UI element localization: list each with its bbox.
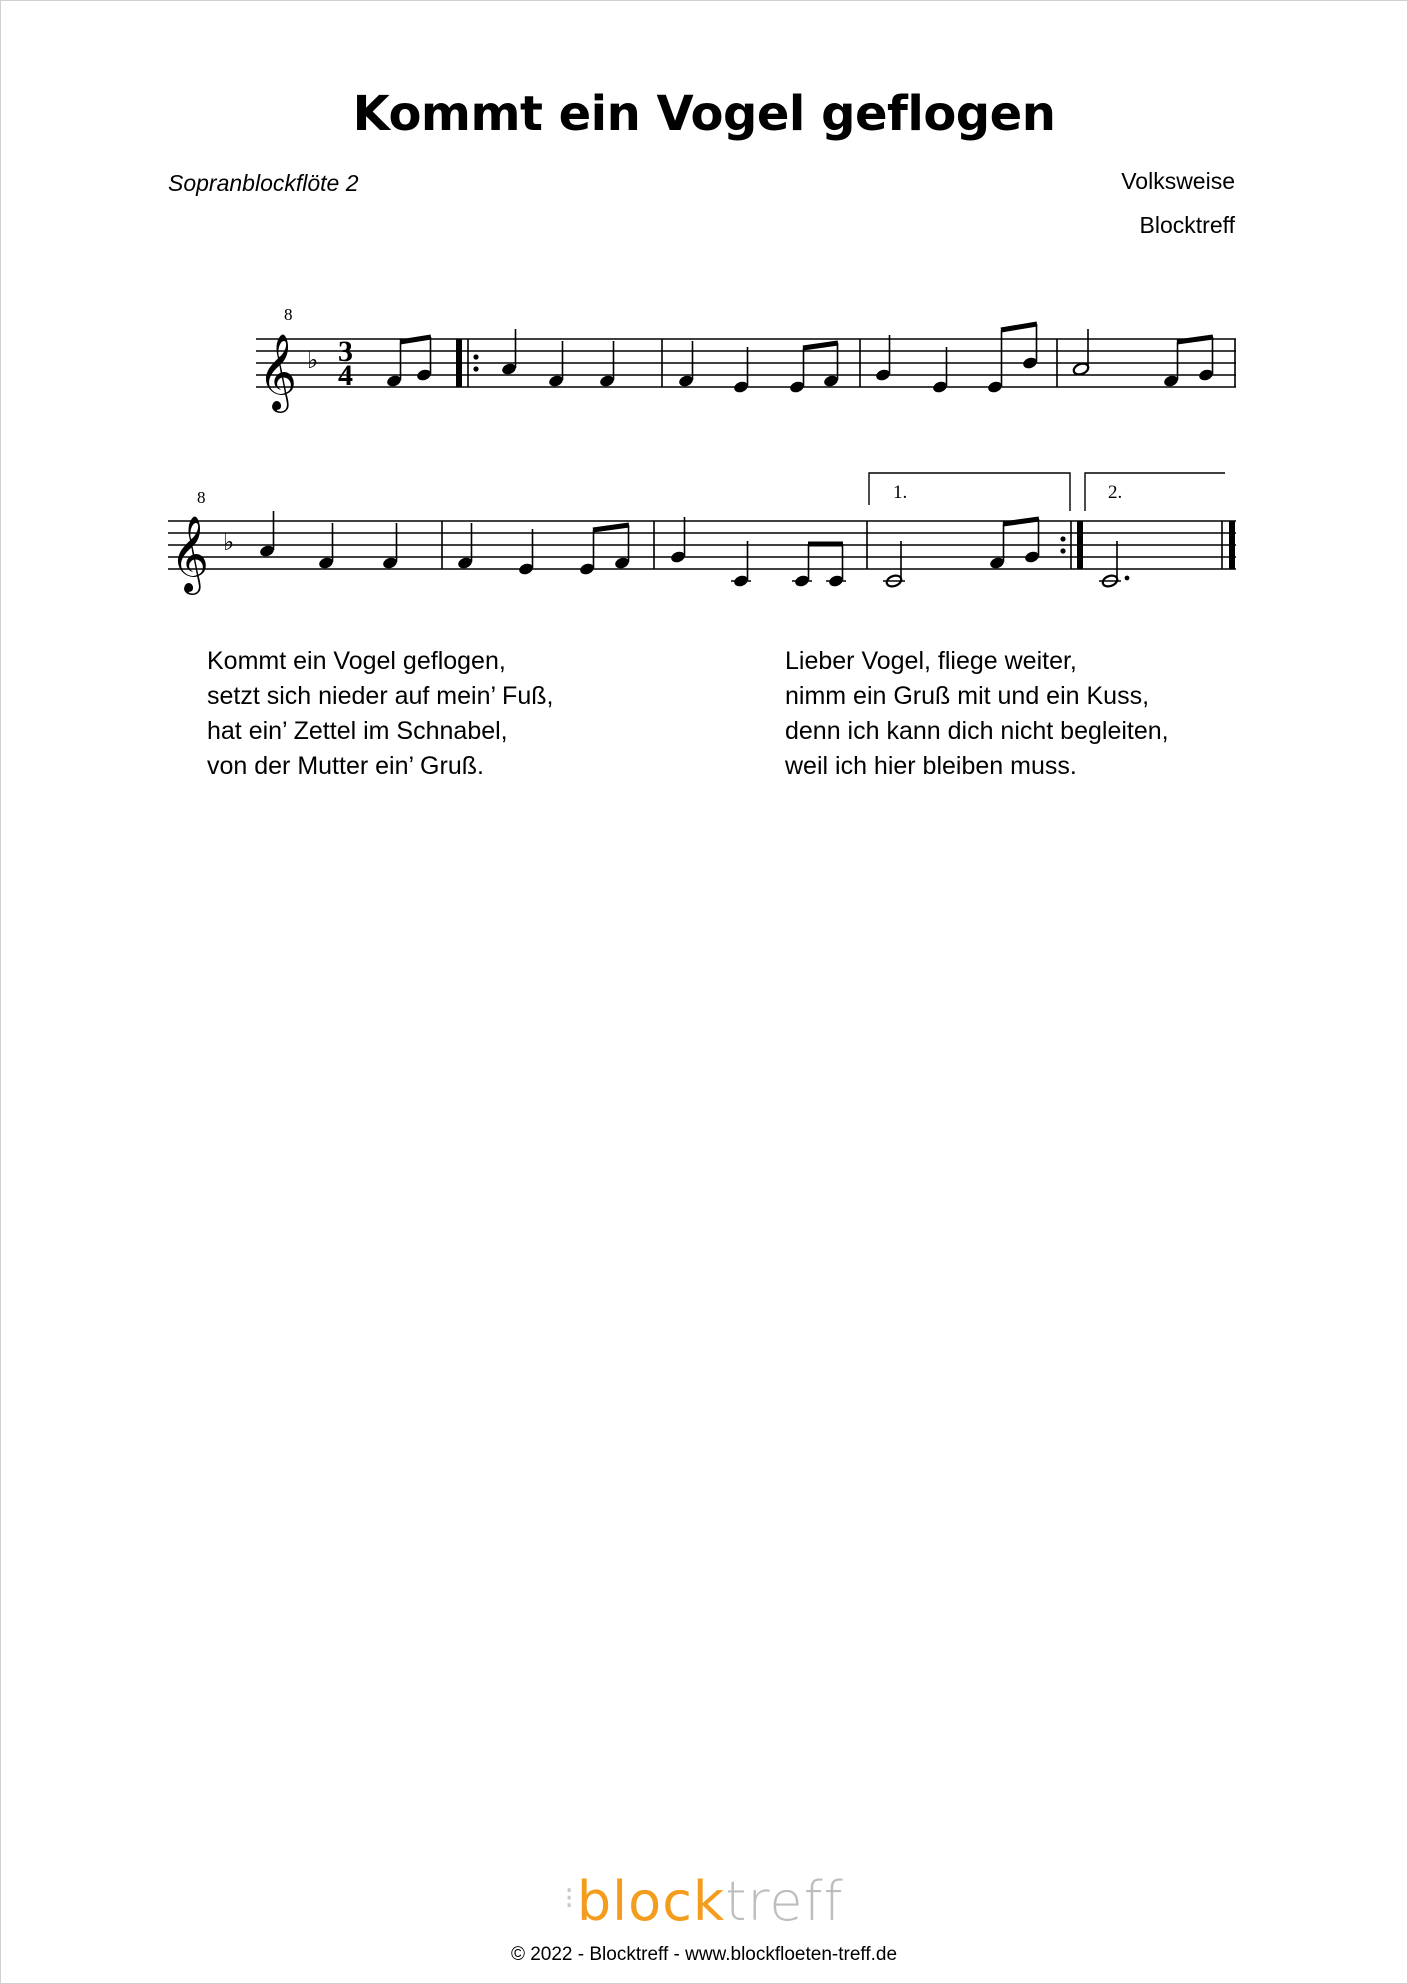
time-signature-denominator: 4	[338, 359, 353, 392]
volta-1-bracket	[869, 473, 1070, 511]
copyright-footer: © 2022 - Blocktreff - www.blockfloeten-treff.de	[510, 1944, 898, 1965]
lyric-line: weil ich hier bleiben muss.	[785, 752, 1077, 780]
staff-1-lines	[256, 339, 1236, 387]
lyric-line: hat ein’ Zettel im Schnabel,	[207, 717, 508, 745]
treble-clef-icon: 𝄞	[258, 333, 298, 410]
lyrics-verse-1	[207, 644, 553, 784]
logo-dots-icon: ⁝	[564, 1881, 575, 1916]
logo-treff-text: treff	[725, 1870, 844, 1933]
staff-2	[168, 473, 1236, 595]
clef-octave-mark: 8	[284, 305, 293, 324]
time-signature-numerator: 3	[338, 335, 353, 368]
clef-octave-mark: 8	[197, 488, 206, 507]
flat-icon: ♭	[307, 346, 319, 374]
volta-1-label: 1.	[893, 482, 908, 503]
sheet-music	[0, 0, 1408, 640]
flat-icon: ♭	[223, 528, 235, 556]
note	[1072, 362, 1090, 377]
lyrics-verse-2	[785, 644, 1169, 784]
arranger-label: Blocktreff	[1139, 212, 1235, 238]
page-title: Kommt ein Vogel geflogen	[352, 86, 1056, 142]
lyric-line: Lieber Vogel, fliege weiter,	[785, 647, 1077, 675]
composer-label: Volksweise	[1121, 168, 1235, 194]
lyric-line: setzt sich nieder auf mein’ Fuß,	[207, 682, 554, 710]
logo-block-text: block	[576, 1870, 726, 1933]
instrument-label: Sopranblockflöte 2	[168, 170, 359, 196]
treble-clef-icon: 𝄞	[170, 515, 210, 592]
volta-2-bracket	[1085, 473, 1225, 511]
lyric-line: von der Mutter ein’ Gruß.	[207, 752, 484, 780]
lyric-line: Kommt ein Vogel geflogen,	[207, 647, 506, 675]
lyric-line: nimm ein Gruß mit und ein Kuss,	[785, 682, 1150, 710]
lyric-line: denn ich kann dich nicht begleiten,	[785, 717, 1169, 745]
blocktreff-logo	[0, 1870, 1408, 1933]
volta-2-label: 2.	[1108, 482, 1123, 503]
staff-1	[256, 305, 1236, 413]
